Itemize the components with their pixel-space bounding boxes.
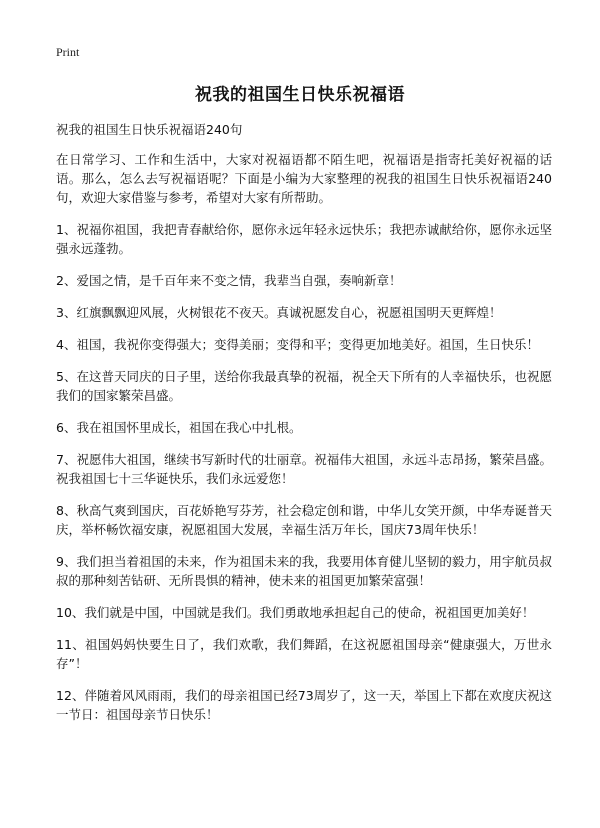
list-item: 5、在这普天同庆的日子里，送给你我最真挚的祝福，祝全天下所有的人幸福快乐，也祝愿我们的国家繁荣昌盛。 <box>56 369 552 403</box>
list-item: 12、伴随着风风雨雨，我们的母亲祖国已经73周岁了，这一天，举国上下都在欢度庆祝这一节日：祖国母亲节日快乐！ <box>56 688 552 722</box>
list-item: 3、红旗飘飘迎风展，火树银花不夜天。真诚祝愿发自心，祝愿祖国明天更辉煌！ <box>56 305 502 320</box>
list-item: 8、秋高气爽到国庆，百花娇艳写芬芳，社会稳定创和谐，中华儿女笑开颜，中华寿诞普天庆，举杯畅饮福安康，祝愿祖国大发展，幸福生活万年长，国庆73周年快乐！ <box>56 503 552 537</box>
list-item: 7、祝愿伟大祖国，继续书写新时代的壮丽章。祝福伟大祖国，永远斗志昂扬，繁荣昌盛。祝我祖国七十三华诞快乐，我们永远爱您！ <box>56 452 552 486</box>
print-link[interactable]: Print <box>56 45 80 59</box>
document-subtitle: 祝我的祖国生日快乐祝福语240句 <box>56 122 243 137</box>
list-item: 11、祖国妈妈快要生日了，我们欢歌，我们舞蹈，在这祝愿祖国母亲“健康强大，万世永存”！ <box>56 637 552 671</box>
list-item: 9、我们担当着祖国的未来，作为祖国未来的我，我要用体育健儿坚韧的毅力，用宇航员叔叔的那种刻苦钻研、无所畏惧的精神，使未来的祖国更加繁荣富强！ <box>56 554 552 588</box>
intro-paragraph: 在日常学习、工作和生活中，大家对祝福语都不陌生吧，祝福语是指寄托美好祝福的话语。那么，怎么去写祝福语呢？下面是小编为大家整理的祝我的祖国生日快乐祝福语240句，欢迎大家借鉴与参考，希望对大家有所帮助。 <box>56 152 552 205</box>
list-item: 4、祖国，我祝你变得强大；变得美丽；变得和平；变得更加地美好。祖国，生日快乐！ <box>56 337 539 352</box>
page-title: 祝我的祖国生日快乐祝福语 <box>195 85 405 105</box>
document-body <box>56 150 552 737</box>
list-item: 10、我们就是中国，中国就是我们。我们勇敢地承担起自己的使命，祝祖国更加美好！ <box>56 605 535 620</box>
list-item: 2、爱国之情，是千百年来不变之情，我辈当自强，奏响新章！ <box>56 273 402 288</box>
list-item: 6、我在祖国怀里成长，祖国在我心中扎根。 <box>56 420 302 435</box>
list-item: 1、祝福你祖国，我把青春献给你，愿你永远年轻永远快乐；我把赤诚献给你，愿你永远坚强永远蓬勃。 <box>56 222 552 256</box>
